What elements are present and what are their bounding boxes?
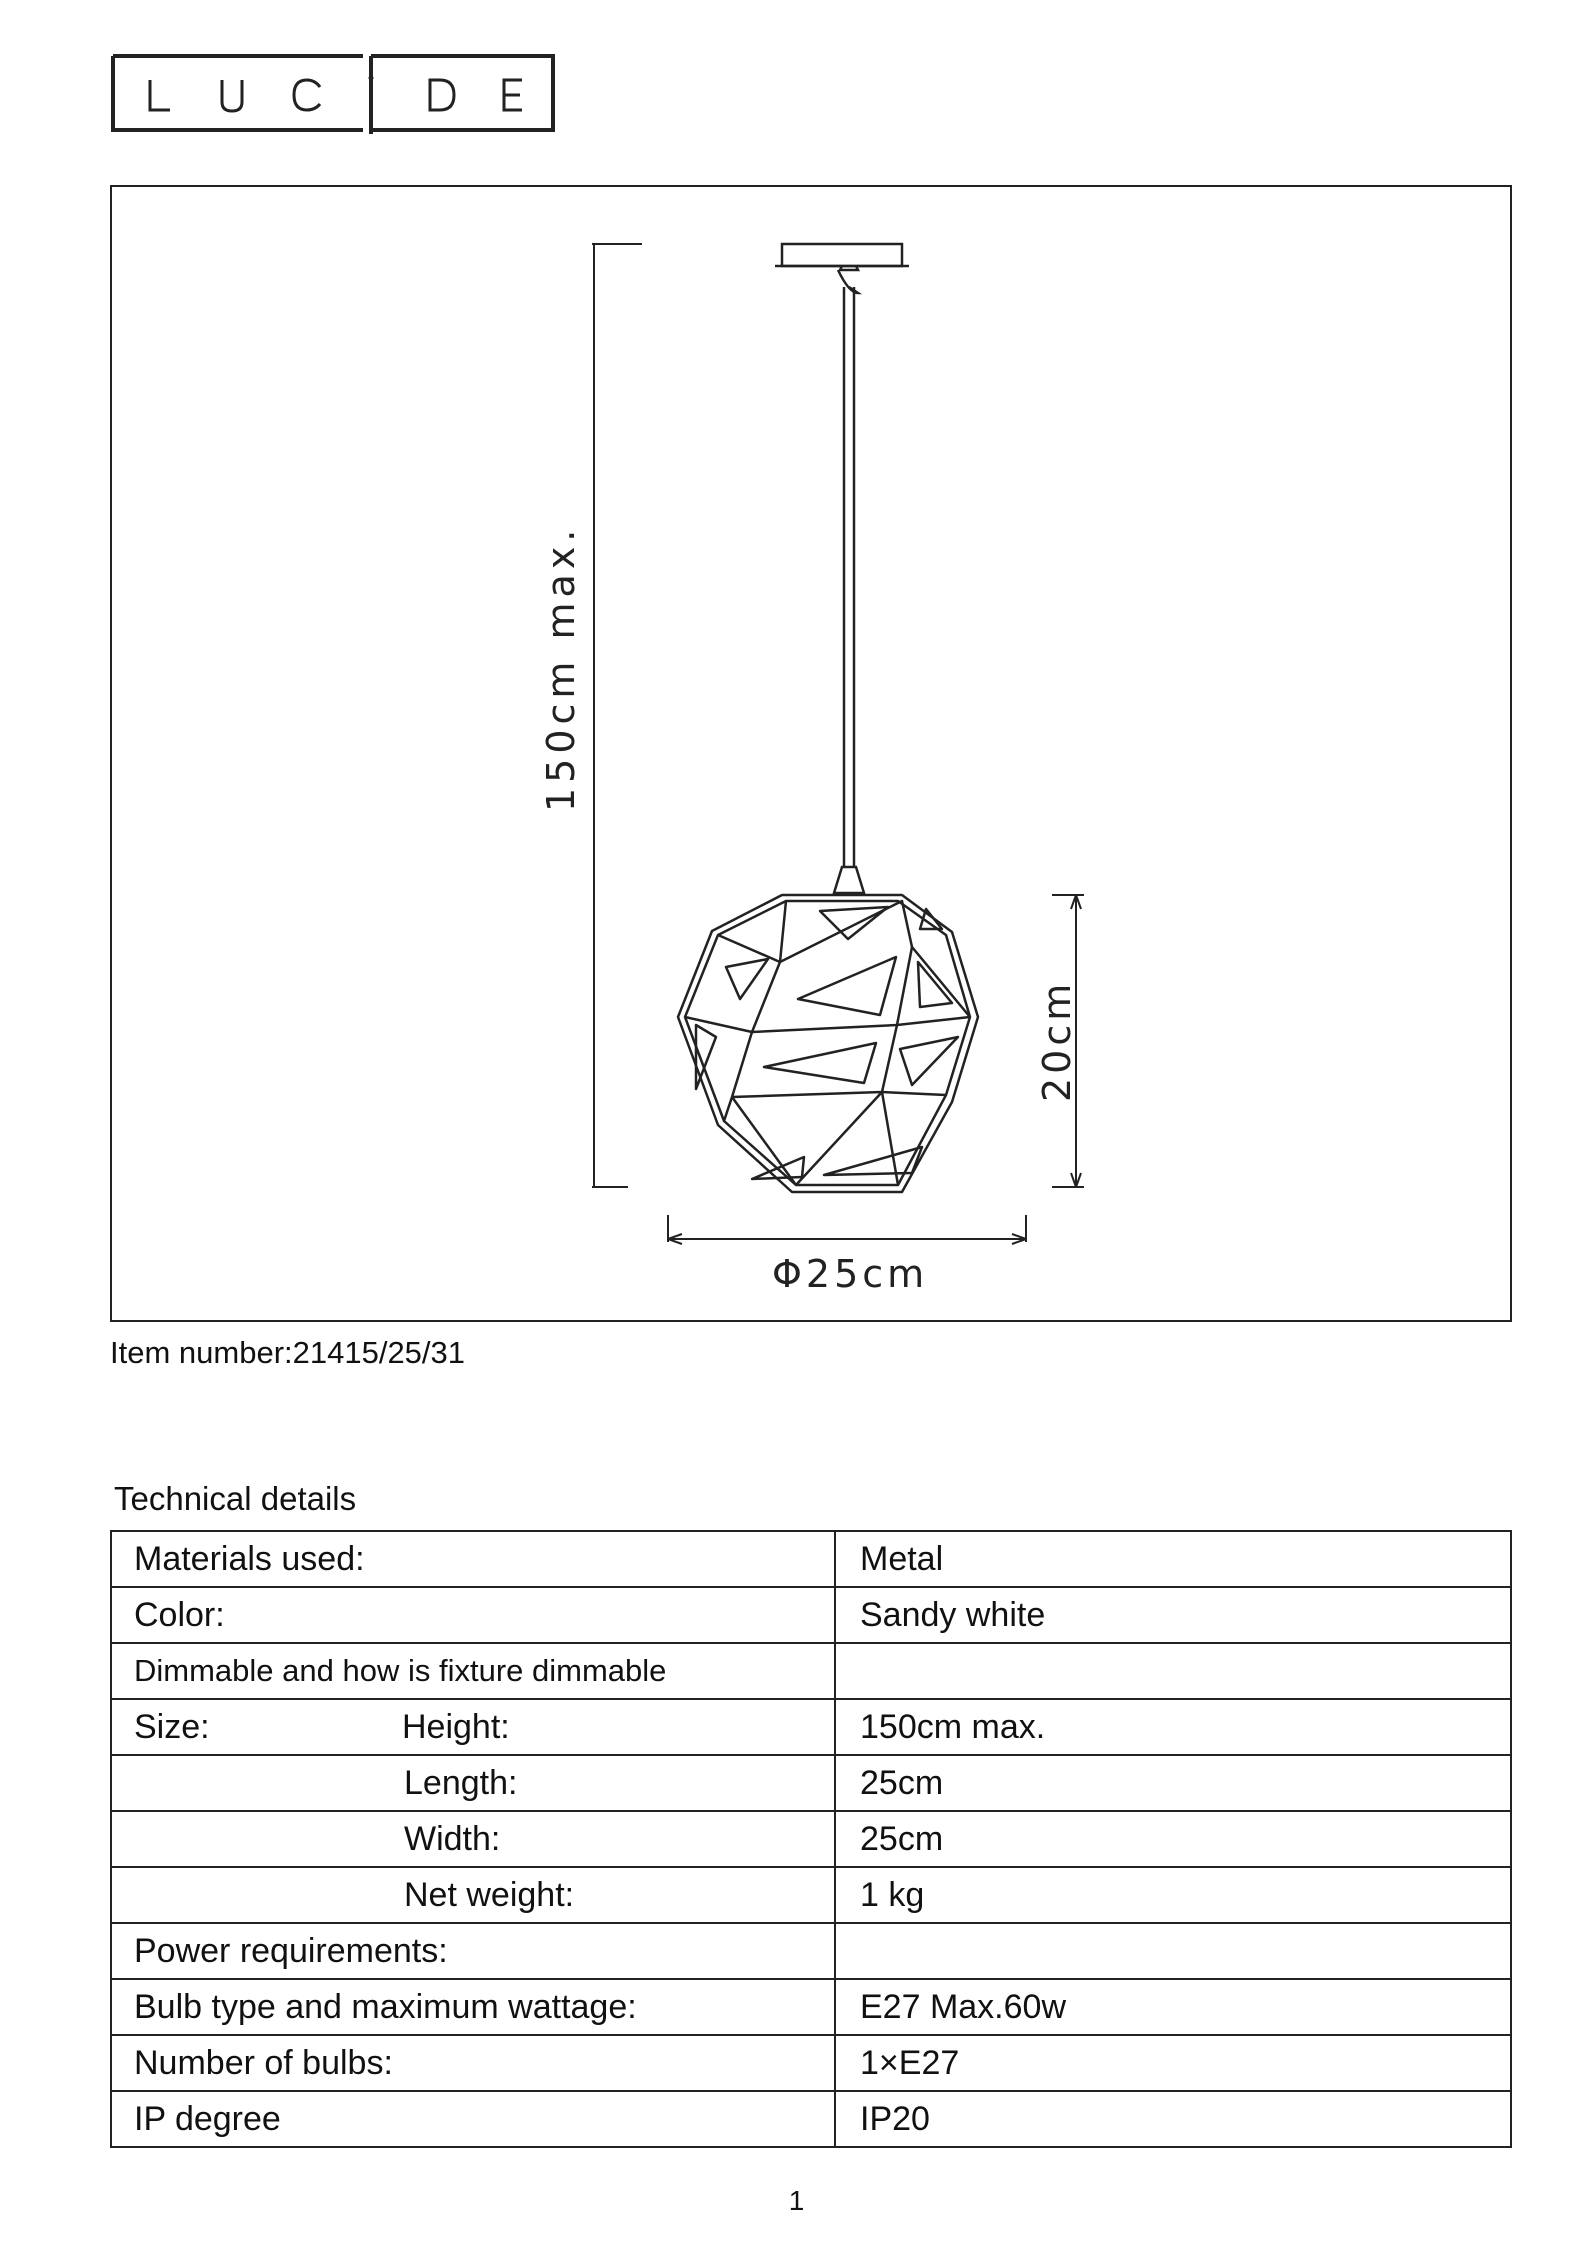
row-value-power [835,1923,1511,1979]
suspension-cord [844,287,854,867]
table-row [111,1923,1511,1979]
row-label-ip: IP degree [111,2091,835,2147]
height-dimension-label: 150cm max. [539,524,583,812]
row-value-bulb-type: E27 Max.60w [835,1979,1511,2035]
table-row [111,2091,1511,2147]
table-row [111,1531,1511,1587]
table-row [111,1699,1511,1755]
row-value-dimmable [835,1643,1511,1699]
table-row [111,1643,1511,1699]
size-label: Size: [134,1707,210,1746]
row-label-num-bulbs: Number of bulbs: [111,2035,835,2091]
table-row [111,1979,1511,2035]
row-value-length: 25cm [835,1755,1511,1811]
height-label: Height: [402,1707,510,1746]
item-number: Item number:21415/25/31 [110,1335,466,1370]
row-value-color: Sandy white [835,1587,1511,1643]
row-value-num-bulbs: 1×E27 [835,2035,1511,2091]
row-label-materials: Materials used: [111,1531,835,1587]
diameter-dimension-label: Φ25cm [772,1252,929,1296]
table-row [111,1867,1511,1923]
row-value-height: 150cm max. [835,1699,1511,1755]
row-value-materials: Metal [835,1531,1511,1587]
row-value-net-weight: 1 kg [835,1867,1511,1923]
shade-height-dimension-label: 20cm [1035,979,1079,1102]
row-value-ip: IP20 [835,2091,1511,2147]
row-label-color: Color: [111,1587,835,1643]
row-label-dimmable: Dimmable and how is fixture dimmable [111,1643,835,1699]
row-label-bulb-type: Bulb type and maximum wattage: [111,1979,835,2035]
row-label-length: Length: [111,1755,835,1811]
technical-details-table [110,1530,1512,2148]
faceted-shade [678,895,978,1192]
brand-logo [110,50,557,136]
row-value-width: 25cm [835,1811,1511,1867]
technical-drawing [110,185,1512,1322]
page-number: 1 [788,2185,805,2216]
table-row [111,1587,1511,1643]
lamp-holder [834,867,864,893]
row-label-width: Width: [111,1811,835,1867]
table-row [111,2035,1511,2091]
row-label-net-weight: Net weight: [111,1867,835,1923]
row-label-power: Power requirements: [111,1923,835,1979]
technical-details-title: Technical details [114,1480,357,1517]
ceiling-canopy [775,244,909,293]
table-row [111,1755,1511,1811]
height-dimension-line [592,244,642,1187]
table-row [111,1811,1511,1867]
row-label-size [111,1699,835,1755]
diameter-dimension-line [668,1215,1026,1244]
